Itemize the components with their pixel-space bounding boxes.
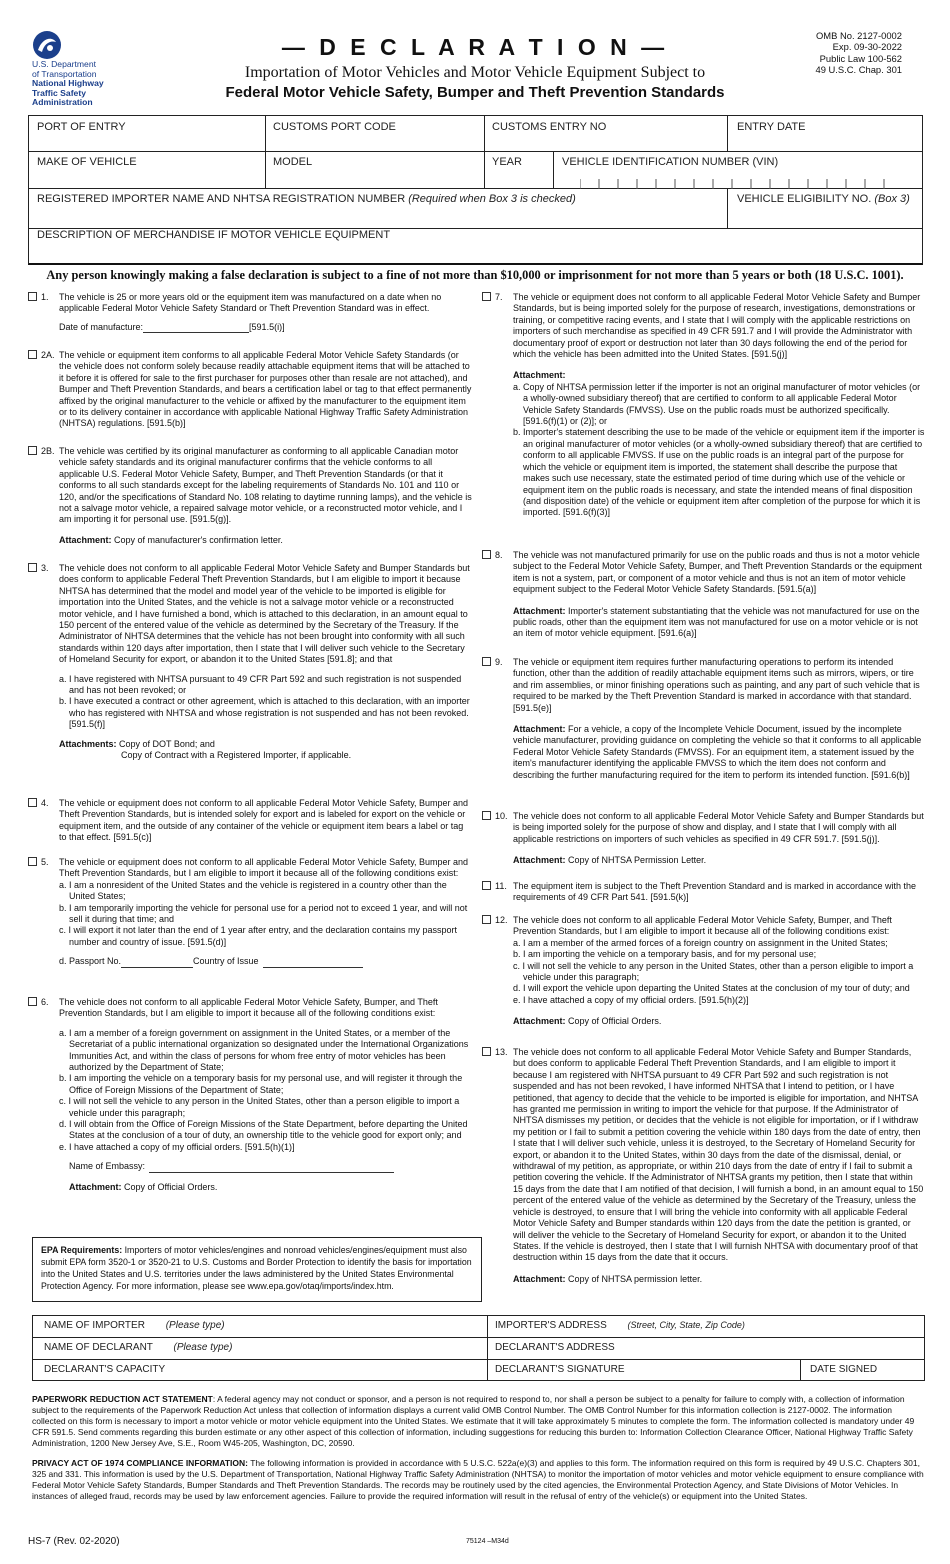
checkbox-4[interactable] — [28, 798, 37, 807]
country-label: Country of Issue — [193, 956, 259, 967]
checkbox-7[interactable] — [482, 292, 491, 301]
item-3 — [28, 563, 473, 762]
page-subtitle: Importation of Motor Vehicles and Motor Vehicle Equipment Subject to — [244, 64, 706, 81]
item-text: The vehicle was certified by its original manufacturer as conforming to all applicable Canadian motor vehicle safety standards and its original manufacturer confirms that the vehicle conforms to all applicable U.S. Federal Motor Vehicle Safety, Bumper, and Theft Prevention Standards (or that it conforms to all such standards except for the labeling requirements of Standards No. 101 and 110 or 120, and/or the specifications of Standard No. 108 relating to daytime running lamps), and the vehicle is not a salvage motor vehicle, a repaired salvage motor vehicle, or a reconstructed motor vehicle, and I am importing it for personal use. [591.5(g)]. — [59, 446, 472, 525]
agency-line: of Transportation — [32, 68, 97, 79]
attachment-label: Attachment: — [513, 855, 566, 866]
item-7b: b. Importer's statement describing the use to be made of the vehicle or equipment item if the importer is an original manufacturer of motor vehicles (or a wholly-owned subsidiary thereof) that are certified to conform to all applicable FMVSS. If use on the public roads is an integral part of the purpose for which the vehicle or equipment item is imported, the statement shall describe the purpose that makes such use necessary, state the estimated period of time during which use of the vehicle or equipment item on the public roads is necessary, and state the intended means of final disposition (and disposition date) of the vehicle or equipment item after completion of the purpose for which it is imported. [591.6(f)(3)] — [513, 427, 925, 518]
item-6 — [28, 997, 473, 1193]
privacy-label: PRIVACY ACT OF 1974 COMPLIANCE INFORMATION: — [32, 1458, 248, 1468]
item-12d: d. I will export the vehicle upon departing the United States at the conclusion of my tour of duty; and — [513, 983, 910, 994]
customs-entry-no-field[interactable]: CUSTOMS ENTRY NO — [492, 121, 607, 133]
make-field[interactable]: MAKE OF VEHICLE — [37, 156, 137, 168]
item-12 — [482, 915, 925, 1028]
item-number: 7. — [495, 292, 503, 302]
item-5a: a. I am a nonresident of the United States and the vehicle is registered in a country other than the United States; — [59, 879, 447, 902]
customs-port-code-field[interactable]: CUSTOMS PORT CODE — [273, 121, 396, 133]
checkbox-5[interactable] — [28, 857, 37, 866]
attachment-text: Copy of Official Orders. — [568, 1016, 662, 1027]
date-label: Date of manufacture: — [59, 321, 144, 332]
omb-line: OMB No. 2127-0002 — [816, 30, 902, 41]
item-5 — [28, 857, 473, 968]
item-number: 5. — [41, 857, 49, 867]
checkbox-3[interactable] — [28, 563, 37, 572]
importer-address-field[interactable] — [495, 1320, 745, 1331]
item-text: The vehicle or equipment does not conform to all applicable Federal Motor Vehicle Safety, Bumper and Theft Prevention Standards, but is intended solely for export and is labeled for export on the vehicle or equipment item, and the outside of any container of the vehicle or equipment item bears a label or tag to that effect. [591.5(c)] — [59, 798, 469, 843]
importer-note: (Required when Box 3 is checked) — [408, 193, 576, 205]
pra-label: PAPERWORK REDUCTION ACT STATEMENT — [32, 1394, 213, 1404]
date-of-manufacture-input[interactable] — [143, 323, 249, 333]
agency-line: National Highway — [32, 78, 104, 89]
item-text: The equipment item is subject to the Theft Prevention Standard and is marked in accordance with the requirements of 49 CFR Part 541. [591.5(k)] — [513, 881, 917, 903]
checkbox-1[interactable] — [28, 292, 37, 301]
attachment-label: Attachment: — [69, 1181, 122, 1192]
address-note: (Street, City, State, Zip Code) — [627, 1320, 745, 1330]
agency-line: U.S. Department — [32, 59, 96, 69]
item-8 — [482, 550, 925, 640]
page-title: — D E C L A R A T I O N — — [281, 34, 669, 60]
port-of-entry-field[interactable]: PORT OF ENTRY — [37, 121, 126, 133]
item-text: The vehicle does not conform to all applicable Federal Motor Vehicle Safety and Bumper Standards, but does conform to applicable Federal Theft Prevention Standards, and I am eligible to import it because I am registered with NHTSA pursuant to 49 CFR Part 592 and such registration is not suspended and has not been revoked, I have informed NHTSA that I intend to petition, or I have petitioned, that agency to decide that the vehicle to be imported is eligible for importation, and NHTSA has granted me permission in writing to import the vehicle for that purpose. If the Administrator of NHTSA dismisses my petition, or decides that the vehicle is not eligible for importation, or if I withdraw my petition or I fail to submit a petition covering the vehicle within 180 days from the date of entry, then I state that I will deliver such vehicle, unless it is destroyed, to the Secretary of Homeland Security for export, or abandon it to the United States, within 30 days from the date of the dismissal, denial, or withdrawal of my petition, as appropriate, or within 210 days from the date of entry if I fail to submit a petition covering the vehicle. If the Administrator of NHTSA grants my petition, then I state that within 15 days from the date that I am notified of that decision, I will furnish a bond, in an amount equal to 150 percent of the entered value of the vehicle as determined by the Secretary of the Treasury, unless the vehicle is destroyed, to ensure that I will bring the vehicle into conformity with all applicable Federal Motor Vehicle Safety and Bumper standards within 120 days from the date the petition is granted, or will deliver the vehicle to the Secretary of Homeland Security for export, or abandon it to the United States. If the vehicle is destroyed, then I state that I will furnish NHTSA with documentary proof of that destruction within 15 days from the date that it occurs. — [513, 1047, 924, 1263]
attachment-text: For a vehicle, a copy of the Incomplete Vehicle Document, issued by the incomplete vehicle manufacturer, providing guidance on completing the vehicle so that it conforms to all applicable Federal Motor Vehicle Safety Standards (FMVSS). For an equipment item, a statement issued by the item's manufacturer identifying the applicable FMVSS to which the item does not conform and describing the further manufacturing required for the item to perform its intended function. [591.6(b)] — [513, 724, 922, 780]
vin-tick-marks — [580, 179, 900, 189]
eligibility-label: VEHICLE ELIGIBILITY NO. — [737, 193, 872, 205]
item-text: The vehicle does not conform to all applicable Federal Motor Vehicle Safety, Bumper, and Theft Prevention Standards, but I am eligible to import it because all of the following conditions exist: — [513, 915, 892, 937]
item-2b — [28, 446, 473, 546]
attachment-label: Attachment: — [513, 605, 566, 616]
item-1 — [28, 292, 468, 333]
declarant-capacity-field[interactable]: DECLARANT'S CAPACITY — [44, 1364, 166, 1375]
omb-line: 49 U.S.C. Chap. 301 — [815, 64, 902, 76]
item-10 — [482, 811, 925, 867]
form-code: 75124 –M34d — [466, 1538, 509, 1545]
entry-date-field[interactable]: ENTRY DATE — [737, 121, 806, 133]
attachment-label: Attachment: — [59, 534, 112, 545]
name-of-declarant-field[interactable] — [44, 1342, 232, 1353]
item-text: The vehicle is 25 or more years old or the equipment item was manufactured on a date when no applicable Federal Motor Vehicle Safety Standard or Theft Prevention Standard was in effect. — [59, 292, 442, 314]
checkbox-2a[interactable] — [28, 350, 37, 359]
checkbox-9[interactable] — [482, 657, 491, 666]
attachment-label: Attachment: — [513, 1016, 566, 1027]
agency-line: Traffic Safety — [32, 87, 86, 98]
page-subtitle-bold: Federal Motor Vehicle Safety, Bumper and Theft Prevention Standards — [225, 84, 725, 101]
model-field[interactable]: MODEL — [273, 156, 313, 168]
item-number: 1. — [41, 292, 49, 302]
item-number: 11. — [495, 881, 507, 891]
please-type-note: (Please type) — [165, 1320, 225, 1331]
item-number: 2A. — [41, 350, 55, 360]
item-text: The vehicle was not manufactured primarily for use on the public roads and thus is not a motor vehicle subject to the Federal Motor Vehicle Safety, Bumper, and Theft Prevention Standards or the equipment item is not a system, part, or component of a motor vehicle and thus is not an item of motor vehicle equipment subject to the Federal Motor Vehicle Safety Standards. [591.5(a)] — [513, 550, 922, 595]
pra-text: : A federal agency may not conduct or sponsor, and a person is not required to respond to, nor shall a person be subject to a penalty for failure to comply with, a collection of information subject to the requirements of the Paperwork Reduction Act unless that collection of information displays a current valid OMB Control Number. The OMB Control Number for this information collection is 2127-0002. The information collected on this form is necessary to import a motor vehicle or motor vehicle equipment into the United States. We estimate that it will take approximately 5 minutes to complete the form. The information collected is mandatory under 49 CFR 591.5. Send comments regarding this burden estimate or any other aspect of this collection of information, including suggestions for reducing this burden to: Information Collection Clearance Officer, National Highway Traffic Safety Administration, 1200 New Jersey Ave, S.E., Room W45-205, Washington, DC, 20590. — [32, 1394, 915, 1448]
false-declaration-warning: Any person knowingly making a false declaration is subject to a fine of not more than $10,000 or imprisonment for not more than 5 years or both (18 U.S.C. 1001). — [46, 268, 904, 282]
item-text: The vehicle or equipment does not conform to all applicable Federal Motor Vehicle Safety and Bumper Standards, but is being imported solely for the purpose of research, investigations, demonstrations or training, or competitive racing events, and I state that I will comply with the applicable restrictions on importers of such merchandise as specified in 49 CFR 591.7 and I will provide the Administrator with documentary proof of export or destruction not later than 30 days following the end of the period for which the vehicle has been admitted into the United States. [591.5(j)] — [513, 292, 921, 360]
item-3b: b. I have executed a contract or other agreement, which is attached to this declaration, with an importer who has registered with NHTSA and whose registration is not suspended and has not been revoked. [591.5(f)] — [59, 696, 470, 730]
attachment-text: Importer's statement substantiating that the vehicle was not manufactured for use on the public roads, other than the equipment item was not manufactured for use on a motor vehicle or is not an item of motor vehicle equipment. [591.6(a)] — [513, 605, 920, 639]
item-5c: c. I will export it not later than the end of 1 year after entry, and the declaration contains my passport number and country of issue. [591.5(d)] — [59, 925, 458, 947]
form-id: HS-7 (Rev. 02-2020) — [28, 1536, 120, 1547]
name-of-declarant-label: NAME OF DECLARANT — [44, 1342, 153, 1353]
item-number: 12. — [495, 915, 508, 925]
item-7 — [482, 292, 925, 519]
importer-address-label: IMPORTER'S ADDRESS — [495, 1320, 607, 1331]
paperwork-reduction-statement — [32, 1394, 925, 1449]
item-13 — [482, 1047, 925, 1285]
date-ref: [591.5(i)] — [249, 321, 285, 332]
country-input[interactable] — [263, 958, 363, 968]
attachment-text: Copy of Official Orders. — [124, 1181, 218, 1192]
please-type-note: (Please type) — [173, 1342, 233, 1353]
item-number: 4. — [41, 798, 49, 808]
agency-line: Administration — [32, 97, 93, 108]
eligibility-note: (Box 3) — [874, 193, 910, 205]
item-12e: e. I have attached a copy of my official orders. [591.5(h)(2)] — [513, 994, 749, 1005]
privacy-text: The following information is provided in accordance with 5 U.S.C. 522a(e)(3) and applies to this form. The information required on this form is required by 49 U.S.C. Chapters 301, 325 and 331. This information is used by the U.S. Department of Transportation, National Highway Traffic Safety Administration (NHTSA) to monitor the importation of motor vehicles and motor vehicle equipment to ensure compliance with Federal Motor Vehicle Safety Standards, Bumper Standards and Theft Prevention Standards. The records may be routinely used by the cited agencies, the Environmental Protection Agency, and State Divisions of Motor Vehicles. In instances of alleged fraud, records may be used by law enforcement agencies. Failure to provide the required information will result in the refusal of entry of the vehicle(s) or equipment into the United States. — [32, 1458, 924, 1501]
item-text: The vehicle or equipment item conforms to all applicable Federal Motor Vehicle Safety Standards (or the vehicle does not conform solely because readily attachable equipment items that will be attached to it before it is offered for sale to the first purchaser for purposes other than resale are not attached), and Bumper and Theft Prevention Standards, and bears a certification label or tag to that effect permanently affixed by the original manufacturer to the vehicle or affixed by the manufacturer to the equipment item or to its delivery container in accordance with applicable National Highway Traffic Safety Administration (NHTSA) regulations. [591.5(b)] — [59, 350, 472, 429]
item-5b: b. I am temporarily importing the vehicle for personal use for a period not to exceed 1 year, and will not sell it during that time; and — [59, 902, 468, 925]
attachment-label: Attachment: — [513, 370, 566, 381]
epa-requirements-box — [32, 1237, 482, 1302]
declarant-signature-field[interactable]: DECLARANT'S SIGNATURE — [495, 1364, 625, 1375]
passport-label: d. Passport No. — [59, 956, 122, 967]
checkbox-11[interactable] — [482, 881, 491, 890]
item-3a: a. I have registered with NHTSA pursuant to 49 CFR Part 592 and such registration is not suspended and has not been revoked; or — [59, 673, 462, 696]
item-6e: e. I have attached a copy of my official orders. [591.5(h)(1)] — [59, 1141, 295, 1152]
item-text: The vehicle or equipment item requires further manufacturing operations to perform its intended function, other than the addition of readily attachable equipment items such as mirrors, wipers, or tire and rim assemblies, or minor finishing operations such as painting, and any part of such vehicle that is required to be marked by the Theft Prevention Standard is marked in accordance with that standard. [591.5(e)] — [513, 657, 920, 713]
item-6b: b. I am importing the vehicle on a temporary basis for my personal use, and will register it through the Office of Foreign Missions of the Department of State; — [59, 1073, 463, 1095]
item-text: The vehicle does not conform to all applicable Federal Motor Vehicle Safety and Bumper Standards but is being imported solely for the purpose of show and display, and I state that I will comply with all applicable restrictions on importers of such vehicles as specified in 49 CFR 591.7. [591.5(j)]. — [513, 811, 924, 844]
item-7a: a. Copy of NHTSA permission letter if the importer is not an original manufacturer of motor vehicles (or a wholly-owned subsidiary thereof) that are certified to conform to all applicable Federal Motor Vehicle Safety Standards (FMVSS). Use on the public roads must be authorized specifically. [591.6(f)(1) or (2)]; or — [513, 381, 921, 427]
checkbox-8[interactable] — [482, 550, 491, 559]
item-number: 9. — [495, 657, 503, 667]
checkbox-12[interactable] — [482, 915, 491, 924]
epa-text: Importers of motor vehicles/engines and nonroad vehicles/engines/equipment must also submit EPA form 3520-1 or 3520-21 to U.S. Customs and Border Protection to identify the basis for importation into the United States and U.S. territories under the laws administered by the United States Environmental Protection Agency. For more information, please see www.epa.gov/otaq/imports/index.htm. — [41, 1245, 472, 1291]
item-text: The vehicle does not conform to all applicable Federal Motor Vehicle Safety and Bumper Standards but does conform to applicable Federal Theft Prevention Standards, but I am eligible to import it because NHTSA has determined that the model and model year of the vehicle to be imported is eligible for importation into the United States, and the vehicle is not a salvage motor vehicle or a reconstructed motor vehicle, and I have furnished a bond, which is attached to this declaration, in an amount equal to 150 percent of the entered value of the vehicle as determined by the Secretary of the Treasury. If the Administrator of NHTSA determines that the vehicle has not been brought into conformity with all such standards within 120 days after importation, then I state that I will deliver such vehicle to the Secretary of Homeland Security for export, or abandon it to the United States [591.8]; and that — [59, 563, 470, 665]
item-number: 2B. — [41, 446, 55, 456]
declarant-address-field[interactable]: DECLARANT'S ADDRESS — [495, 1342, 615, 1353]
checkbox-13[interactable] — [482, 1047, 491, 1056]
attachment-text: Copy of NHTSA permission letter. — [568, 1273, 703, 1284]
item-12b: b. I am importing the vehicle on a temporary basis, and for my personal use; — [513, 949, 817, 960]
omb-info — [815, 30, 902, 76]
item-text: The vehicle does not conform to all applicable Federal Motor Vehicle Safety, Bumper, and Theft Prevention Standards, but I am eligible to import it because all of the following conditions exist: — [59, 997, 438, 1019]
item-number: 10. — [495, 811, 508, 821]
year-field[interactable]: YEAR — [492, 156, 522, 168]
vin-boxes[interactable] — [580, 176, 900, 186]
embassy-input[interactable] — [149, 1163, 394, 1173]
item-number: 13. — [495, 1047, 508, 1057]
checkbox-6[interactable] — [28, 997, 37, 1006]
name-of-importer-field[interactable] — [44, 1320, 225, 1331]
importer-field[interactable] — [37, 193, 576, 205]
item-number: 3. — [41, 563, 49, 573]
item-2a — [28, 350, 473, 430]
item-6c: c. I will not sell the vehicle to any person in the United States, other than a person eligible to import a vehicle under this paragraph; — [59, 1096, 460, 1118]
epa-label: EPA Requirements: — [41, 1245, 123, 1255]
privacy-act-statement — [32, 1458, 925, 1502]
omb-line: Exp. 09-30-2022 — [832, 41, 902, 53]
attachment-label: Attachment: — [513, 724, 566, 735]
checkbox-10[interactable] — [482, 811, 491, 820]
name-of-importer-label: NAME OF IMPORTER — [44, 1320, 145, 1331]
attachment-text: Copy of DOT Bond; and — [119, 738, 215, 749]
checkbox-2b[interactable] — [28, 446, 37, 455]
item-6a: a. I am a member of a foreign government on assignment in the United States, or a member of the Secretariat of a public international organization so designated under the International Organizations Immunities Act, and within the class of persons for whom free entry of motor vehicles has been authorized by the Department of State; — [59, 1027, 469, 1073]
description-field[interactable]: DESCRIPTION OF MERCHANDISE IF MOTOR VEHICLE EQUIPMENT — [37, 229, 391, 241]
attachment-text: Copy of manufacturer's confirmation letter. — [114, 534, 283, 545]
attachment-label: Attachment: — [513, 1273, 566, 1284]
eligibility-field[interactable] — [737, 193, 910, 205]
entry-fields-grid — [28, 115, 923, 265]
attachment-text: Copy of NHTSA Permission Letter. — [568, 855, 707, 866]
item-number: 6. — [41, 997, 49, 1007]
importer-label: REGISTERED IMPORTER NAME AND NHTSA REGISTRATION NUMBER — [37, 193, 406, 205]
item-6d: d. I will obtain from the Office of Foreign Missions of the State Department, before departing the United States at the conclusion of a tour of duty, an ownership title to the vehicle good for export only; and — [59, 1119, 468, 1141]
vin-field[interactable]: VEHICLE IDENTIFICATION NUMBER (VIN) — [562, 156, 779, 168]
item-number: 8. — [495, 550, 503, 560]
item-11 — [482, 881, 925, 904]
embassy-label: Name of Embassy: — [69, 1161, 146, 1172]
attachment-text: Copy of Contract with a Registered Importer, if applicable. — [121, 750, 352, 761]
date-signed-field[interactable]: DATE SIGNED — [810, 1364, 878, 1375]
attachment-label: Attachments: — [59, 738, 117, 749]
item-9 — [482, 657, 925, 781]
passport-input[interactable] — [121, 958, 193, 968]
item-12c: c. I will not sell the vehicle to any person in the United States, other than a person eligible to import a vehicle under this paragraph; — [513, 960, 914, 983]
item-12a: a. I am a member of the armed forces of a foreign country on assignment in the United States; — [513, 937, 888, 948]
item-text: The vehicle or equipment does not conform to all applicable Federal Motor Vehicle Safety, Bumper and Theft Prevention Standards, but I am eligible to import it because all of the following conditions exist: — [59, 857, 469, 879]
omb-line: Public Law 100-562 — [819, 52, 902, 64]
item-4 — [28, 798, 473, 844]
